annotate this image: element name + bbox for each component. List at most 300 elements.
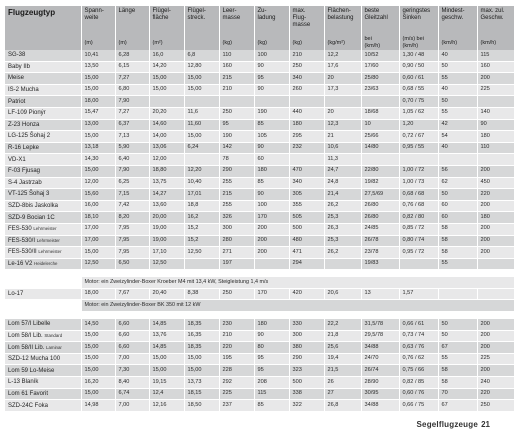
value-cell: 11,6 xyxy=(184,107,219,119)
aircraft-type-cell xyxy=(5,200,81,212)
value-cell: 6,25 xyxy=(115,177,149,189)
value-cell: 20,40 xyxy=(149,288,184,300)
value-cell: 292 xyxy=(219,377,254,389)
value-cell: 13,76 xyxy=(149,330,184,342)
value-cell: 21,8 xyxy=(324,330,361,342)
value-cell: 20,00 xyxy=(149,212,184,224)
value-cell: 300 xyxy=(289,330,324,342)
column-unit-8: (kg/m²) xyxy=(324,36,361,50)
value-cell: 15,00 xyxy=(81,388,115,400)
value-cell: 55 xyxy=(438,73,477,85)
column-unit-0 xyxy=(5,36,81,50)
value-cell: 7,42 xyxy=(115,200,149,212)
value-cell: 14,20 xyxy=(149,61,184,73)
value-cell: 250 xyxy=(219,107,254,119)
value-cell: 323 xyxy=(289,365,324,377)
value-cell: 110 xyxy=(477,142,514,154)
aircraft-name: LG-125 Šohaj 2 xyxy=(8,133,51,140)
table-body xyxy=(5,50,514,411)
value-cell: 16,0 xyxy=(149,50,184,61)
value-cell: 6,15 xyxy=(115,61,149,73)
value-cell: 0,68 / 55 xyxy=(399,84,438,96)
table-row xyxy=(5,258,514,270)
column-header-1: Spann- weite xyxy=(81,6,115,36)
value-cell xyxy=(438,288,477,300)
motor-note-blank xyxy=(5,300,81,312)
value-cell: 12,50 xyxy=(184,247,219,259)
value-cell: 58 xyxy=(438,247,477,259)
aircraft-type-cell xyxy=(5,235,81,247)
value-cell: 18,80 xyxy=(149,165,184,177)
value-cell: 42 xyxy=(438,119,477,131)
value-cell xyxy=(477,288,514,300)
value-cell: 0,68 / 68 xyxy=(399,189,438,201)
value-cell: 12,3 xyxy=(324,119,361,131)
units-row xyxy=(5,36,514,50)
spacer-cell xyxy=(5,270,514,277)
value-cell: 19,4 xyxy=(324,353,361,365)
aircraft-type-cell xyxy=(5,107,81,119)
value-cell: 6,24 xyxy=(184,142,219,154)
value-cell: 0,66 / 61 xyxy=(399,319,438,331)
value-cell: 17/60 xyxy=(361,61,399,73)
value-cell: 14,98 xyxy=(81,400,115,412)
value-cell: 380 xyxy=(289,342,324,354)
value-cell: 19,15 xyxy=(149,377,184,389)
motor-note-blank xyxy=(5,277,81,289)
value-cell: 105 xyxy=(254,131,289,143)
value-cell: 140 xyxy=(477,107,514,119)
value-cell: 190 xyxy=(254,107,289,119)
value-cell: 0,66 / 75 xyxy=(399,400,438,412)
value-cell: 25/66 xyxy=(361,131,399,143)
column-header-7: max. Flug- masse xyxy=(289,6,324,36)
value-cell: 95 xyxy=(254,73,289,85)
table-row xyxy=(5,342,514,354)
value-cell: 200 xyxy=(254,223,289,235)
value-cell: 26/80 xyxy=(361,212,399,224)
value-cell: 6,37 xyxy=(115,119,149,131)
value-cell: 24,8 xyxy=(324,177,361,189)
value-cell: 12,00 xyxy=(81,177,115,189)
value-cell: 1,00 / 73 xyxy=(399,177,438,189)
value-cell: 7,27 xyxy=(115,73,149,85)
value-cell: 255 xyxy=(219,200,254,212)
value-cell: 11,60 xyxy=(184,119,219,131)
aircraft-type-cell xyxy=(5,247,81,259)
value-cell: 7,95 xyxy=(115,247,149,259)
value-cell: 7,90 xyxy=(115,96,149,108)
value-cell: 90 xyxy=(254,330,289,342)
value-cell: 15,00 xyxy=(184,365,219,377)
value-cell: 31,5/78 xyxy=(361,319,399,331)
value-cell: 326 xyxy=(219,212,254,224)
value-cell: 7,67 xyxy=(115,288,149,300)
aircraft-type-cell xyxy=(5,400,81,412)
value-cell: 1,05 / 62 xyxy=(399,107,438,119)
value-cell: 210 xyxy=(219,84,254,96)
value-cell: 56 xyxy=(438,165,477,177)
value-cell: 0,82 / 80 xyxy=(399,212,438,224)
value-cell: 14,00 xyxy=(149,131,184,143)
value-cell: 15,60 xyxy=(81,189,115,201)
value-cell: 7,13 xyxy=(115,131,149,143)
aircraft-name: Lo-17 xyxy=(8,291,24,298)
glider-specs-table-wrap xyxy=(5,6,505,412)
value-cell: 0,73 / 74 xyxy=(399,330,438,342)
aircraft-name: Meise xyxy=(8,75,25,82)
value-cell: 6,74 xyxy=(115,388,149,400)
value-cell: 25/80 xyxy=(361,73,399,85)
value-cell: 26/74 xyxy=(361,365,399,377)
value-cell: 13,50 xyxy=(81,61,115,73)
value-cell: 0,70 / 75 xyxy=(399,96,438,108)
value-cell: 22,2 xyxy=(324,319,361,331)
column-unit-4 xyxy=(184,36,219,50)
value-cell: 18,00 xyxy=(81,96,115,108)
value-cell: 8,40 xyxy=(115,377,149,389)
aircraft-name: Lom 57/I Libelle xyxy=(8,321,51,328)
value-cell: 85 xyxy=(254,119,289,131)
value-cell: 40 xyxy=(438,84,477,96)
value-cell: 17,10 xyxy=(149,247,184,259)
value-cell: 12,50 xyxy=(81,258,115,270)
aircraft-type-cell xyxy=(5,50,81,61)
value-cell: 180 xyxy=(254,319,289,331)
value-cell: 15,2 xyxy=(184,223,219,235)
value-cell: 15,00 xyxy=(81,247,115,259)
table-row xyxy=(5,400,514,412)
value-cell: 300 xyxy=(219,223,254,235)
value-cell: 12,20 xyxy=(184,165,219,177)
value-cell: 14/80 xyxy=(361,142,399,154)
value-cell: 18,15 xyxy=(184,388,219,400)
aircraft-name: SZD-24C Foka xyxy=(8,402,49,409)
aircraft-name: VD-X1 xyxy=(8,156,26,163)
value-cell: 220 xyxy=(477,189,514,201)
value-cell: 21 xyxy=(324,131,361,143)
value-cell: 67 xyxy=(438,342,477,354)
value-cell: 6,60 xyxy=(115,342,149,354)
value-cell: 338 xyxy=(289,388,324,400)
value-cell: 1,30 / 48 xyxy=(399,50,438,61)
value-cell: 50 xyxy=(438,319,477,331)
aircraft-name: SZD-9 Bocian 1C xyxy=(8,214,55,221)
value-cell: 200 xyxy=(477,342,514,354)
aircraft-type-cell xyxy=(5,189,81,201)
value-cell: 471 xyxy=(289,247,324,259)
value-cell: 295 xyxy=(289,131,324,143)
aircraft-name: S-4 Jastrzab xyxy=(8,179,42,186)
value-cell: 13,75 xyxy=(149,177,184,189)
value-cell: 17,01 xyxy=(184,189,219,201)
value-cell: 7,00 xyxy=(115,400,149,412)
value-cell: 14,85 xyxy=(149,319,184,331)
value-cell: 19/83 xyxy=(361,258,399,270)
value-cell: 110 xyxy=(219,50,254,61)
value-cell: 250 xyxy=(289,61,324,73)
value-cell: 19/82 xyxy=(361,177,399,189)
value-cell: 24,7 xyxy=(324,165,361,177)
value-cell: 26,2 xyxy=(324,200,361,212)
value-cell: 440 xyxy=(289,107,324,119)
value-cell: 470 xyxy=(289,165,324,177)
aircraft-type-cell xyxy=(5,96,81,108)
column-header-3: Flügel- fläche xyxy=(149,6,184,36)
value-cell: 15,00 xyxy=(184,131,219,143)
value-cell: 95 xyxy=(219,119,254,131)
value-cell: 225 xyxy=(477,353,514,365)
value-cell: 255 xyxy=(219,177,254,189)
value-cell xyxy=(438,154,477,166)
value-cell: 355 xyxy=(289,200,324,212)
value-cell: 8,38 xyxy=(184,288,219,300)
value-cell: 215 xyxy=(219,73,254,85)
value-cell: 17,00 xyxy=(81,223,115,235)
aircraft-type-cell xyxy=(5,212,81,224)
value-cell: 271 xyxy=(219,247,254,259)
value-cell: 190 xyxy=(219,131,254,143)
value-cell: 500 xyxy=(289,223,324,235)
value-cell: 0,85 / 72 xyxy=(399,223,438,235)
value-cell: 60 xyxy=(438,200,477,212)
value-cell: 55 xyxy=(438,107,477,119)
value-cell: 90 xyxy=(254,189,289,201)
value-cell: 0,72 / 67 xyxy=(399,131,438,143)
value-cell: 15,00 xyxy=(149,365,184,377)
table-spacer xyxy=(5,312,514,319)
value-cell: 19,00 xyxy=(149,223,184,235)
table-row xyxy=(5,177,514,189)
value-cell xyxy=(149,96,184,108)
value-cell: 197 xyxy=(219,258,254,270)
value-cell: 180 xyxy=(254,165,289,177)
aircraft-type-cell xyxy=(5,319,81,331)
value-cell: 12,4 xyxy=(149,388,184,400)
value-cell: 225 xyxy=(219,388,254,400)
aircraft-name: VT-125 Šohaj 3 xyxy=(8,191,50,198)
value-cell: 15,00 xyxy=(81,73,115,85)
value-cell: 142 xyxy=(219,142,254,154)
table-row xyxy=(5,235,514,247)
value-cell: 13,06 xyxy=(149,142,184,154)
aircraft-variant: Lehrmeister xyxy=(36,237,60,243)
value-cell: 24/85 xyxy=(361,223,399,235)
value-cell: 18,35 xyxy=(184,319,219,331)
column-unit-9: bei (km/h) xyxy=(361,36,399,50)
motor-note: Motor: ein Zweizylinder-Boxer BK 350 mit 12 kW xyxy=(81,300,514,312)
aircraft-type-cell xyxy=(5,142,81,154)
table-row xyxy=(5,50,514,61)
value-cell: 15,47 xyxy=(81,107,115,119)
value-cell: 1,00 / 72 xyxy=(399,165,438,177)
value-cell: 7,90 xyxy=(115,165,149,177)
value-cell: 200 xyxy=(477,247,514,259)
value-cell: 95 xyxy=(254,353,289,365)
value-cell: 18,8 xyxy=(184,200,219,212)
value-cell: 24/70 xyxy=(361,353,399,365)
value-cell: 18,35 xyxy=(184,342,219,354)
value-cell: 30/95 xyxy=(361,388,399,400)
column-unit-3: (m²) xyxy=(149,36,184,50)
value-cell: 250 xyxy=(477,400,514,412)
aircraft-type-cell xyxy=(5,177,81,189)
value-cell: 480 xyxy=(289,235,324,247)
value-cell: 250 xyxy=(219,288,254,300)
value-cell: 16,35 xyxy=(184,330,219,342)
aircraft-name: Lom 61 Favorit xyxy=(8,390,49,397)
value-cell: 11,3 xyxy=(324,154,361,166)
aircraft-name: LF-109 Pionýr xyxy=(8,110,46,117)
value-cell: 85 xyxy=(254,177,289,189)
value-cell: 200 xyxy=(477,365,514,377)
column-unit-7: (kg) xyxy=(289,36,324,50)
value-cell xyxy=(184,96,219,108)
value-cell: 15,00 xyxy=(81,165,115,177)
column-header-9: beste Gleitzahl xyxy=(361,6,399,36)
value-cell: 70 xyxy=(438,388,477,400)
value-cell: 6,60 xyxy=(115,319,149,331)
value-cell: 14,50 xyxy=(81,319,115,331)
value-cell: 13 xyxy=(361,288,399,300)
value-cell xyxy=(361,154,399,166)
value-cell: 12,00 xyxy=(149,154,184,166)
column-header-8: Flächen- belastung xyxy=(324,6,361,36)
value-cell: 15,00 xyxy=(81,330,115,342)
value-cell: 12,16 xyxy=(149,400,184,412)
value-cell: 28/90 xyxy=(361,377,399,389)
aircraft-type-cell xyxy=(5,342,81,354)
column-header-6: Zu- ladung xyxy=(254,6,289,36)
value-cell: 14,27 xyxy=(149,189,184,201)
value-cell xyxy=(254,258,289,270)
column-unit-12: (km/h) xyxy=(477,36,514,50)
value-cell: 21,5 xyxy=(324,365,361,377)
value-cell: 200 xyxy=(477,235,514,247)
column-header-11: Mindest- geschw. xyxy=(438,6,477,36)
value-cell: 14,30 xyxy=(81,154,115,166)
table-row xyxy=(5,96,514,108)
aircraft-variant: Standard xyxy=(44,332,63,338)
value-cell: 12,50 xyxy=(149,258,184,270)
value-cell: 0,76 / 62 xyxy=(399,353,438,365)
value-cell xyxy=(254,96,289,108)
column-header-4: Flügel- streck. xyxy=(184,6,219,36)
table-row xyxy=(5,212,514,224)
value-cell: 85 xyxy=(254,400,289,412)
value-cell: 17,00 xyxy=(81,235,115,247)
value-cell: 34/88 xyxy=(361,342,399,354)
aircraft-name: SZD-12 Mucha 100 xyxy=(8,356,61,363)
value-cell: 13,73 xyxy=(184,377,219,389)
table-row xyxy=(5,377,514,389)
aircraft-name: Le-16 V2 xyxy=(8,260,33,267)
aircraft-name: FES-530 xyxy=(8,226,32,233)
value-cell: 10,41 xyxy=(81,50,115,61)
value-cell: 15,00 xyxy=(81,342,115,354)
value-cell: 18/68 xyxy=(361,107,399,119)
page-number: 21 xyxy=(481,420,490,429)
value-cell: 26/78 xyxy=(361,235,399,247)
value-cell: 25,6 xyxy=(324,342,361,354)
value-cell: 20 xyxy=(324,107,361,119)
value-cell: 7,00 xyxy=(115,353,149,365)
value-cell: 26,3 xyxy=(324,223,361,235)
column-unit-6: (kg) xyxy=(254,36,289,50)
value-cell: 10/52 xyxy=(361,50,399,61)
value-cell: 60 xyxy=(438,212,477,224)
aircraft-type-cell xyxy=(5,131,81,143)
value-cell: 340 xyxy=(289,73,324,85)
value-cell: 7,95 xyxy=(115,235,149,247)
value-cell: 500 xyxy=(289,377,324,389)
table-row xyxy=(5,330,514,342)
spacer-cell xyxy=(5,312,514,319)
value-cell: 220 xyxy=(477,388,514,400)
table-row xyxy=(5,388,514,400)
value-cell: 7,30 xyxy=(115,365,149,377)
value-cell: 90 xyxy=(254,61,289,73)
value-cell: 7,27 xyxy=(115,107,149,119)
value-cell: 10,6 xyxy=(324,142,361,154)
aircraft-variant: Lehrmeister xyxy=(33,226,57,232)
value-cell: 260 xyxy=(289,84,324,96)
value-cell xyxy=(324,96,361,108)
value-cell xyxy=(399,154,438,166)
value-cell: 50 xyxy=(438,330,477,342)
value-cell: 50 xyxy=(438,61,477,73)
value-cell: 330 xyxy=(289,319,324,331)
value-cell: 58 xyxy=(438,377,477,389)
value-cell: 15,00 xyxy=(149,73,184,85)
value-cell: 200 xyxy=(477,165,514,177)
value-cell: 505 xyxy=(289,212,324,224)
value-cell: 17,6 xyxy=(324,61,361,73)
value-cell: 0,95 / 55 xyxy=(399,142,438,154)
value-cell: 160 xyxy=(477,61,514,73)
value-cell: 26,2 xyxy=(324,247,361,259)
value-cell: 55 xyxy=(438,353,477,365)
column-header-2: Länge xyxy=(115,6,149,36)
value-cell: 0,63 / 76 xyxy=(399,342,438,354)
table-row xyxy=(5,84,514,96)
value-cell: 200 xyxy=(477,330,514,342)
value-cell: 67 xyxy=(438,400,477,412)
value-cell: 14,85 xyxy=(149,342,184,354)
value-cell: 0,95 / 72 xyxy=(399,247,438,259)
value-cell: 225 xyxy=(477,84,514,96)
value-cell: 305 xyxy=(289,189,324,201)
value-cell xyxy=(477,154,514,166)
value-cell: 200 xyxy=(477,200,514,212)
column-header-12: max. zul. Geschw. xyxy=(477,6,514,36)
value-cell: 195 xyxy=(219,353,254,365)
value-cell: 0,90 / 50 xyxy=(399,61,438,73)
value-cell: 21,4 xyxy=(324,189,361,201)
value-cell xyxy=(219,96,254,108)
aircraft-name: Lom 59 Lo-Meise xyxy=(8,367,55,374)
value-cell: 5,90 xyxy=(115,142,149,154)
value-cell: 420 xyxy=(289,288,324,300)
value-cell: 0,80 / 74 xyxy=(399,235,438,247)
value-cell: 50 xyxy=(438,96,477,108)
aircraft-name: FES-530/I xyxy=(8,237,36,244)
aircraft-name: IS-2 Mucha xyxy=(8,87,39,94)
value-cell: 210 xyxy=(219,330,254,342)
value-cell: 58 xyxy=(438,223,477,235)
aircraft-type-cell xyxy=(5,388,81,400)
value-cell: 23/78 xyxy=(361,247,399,259)
